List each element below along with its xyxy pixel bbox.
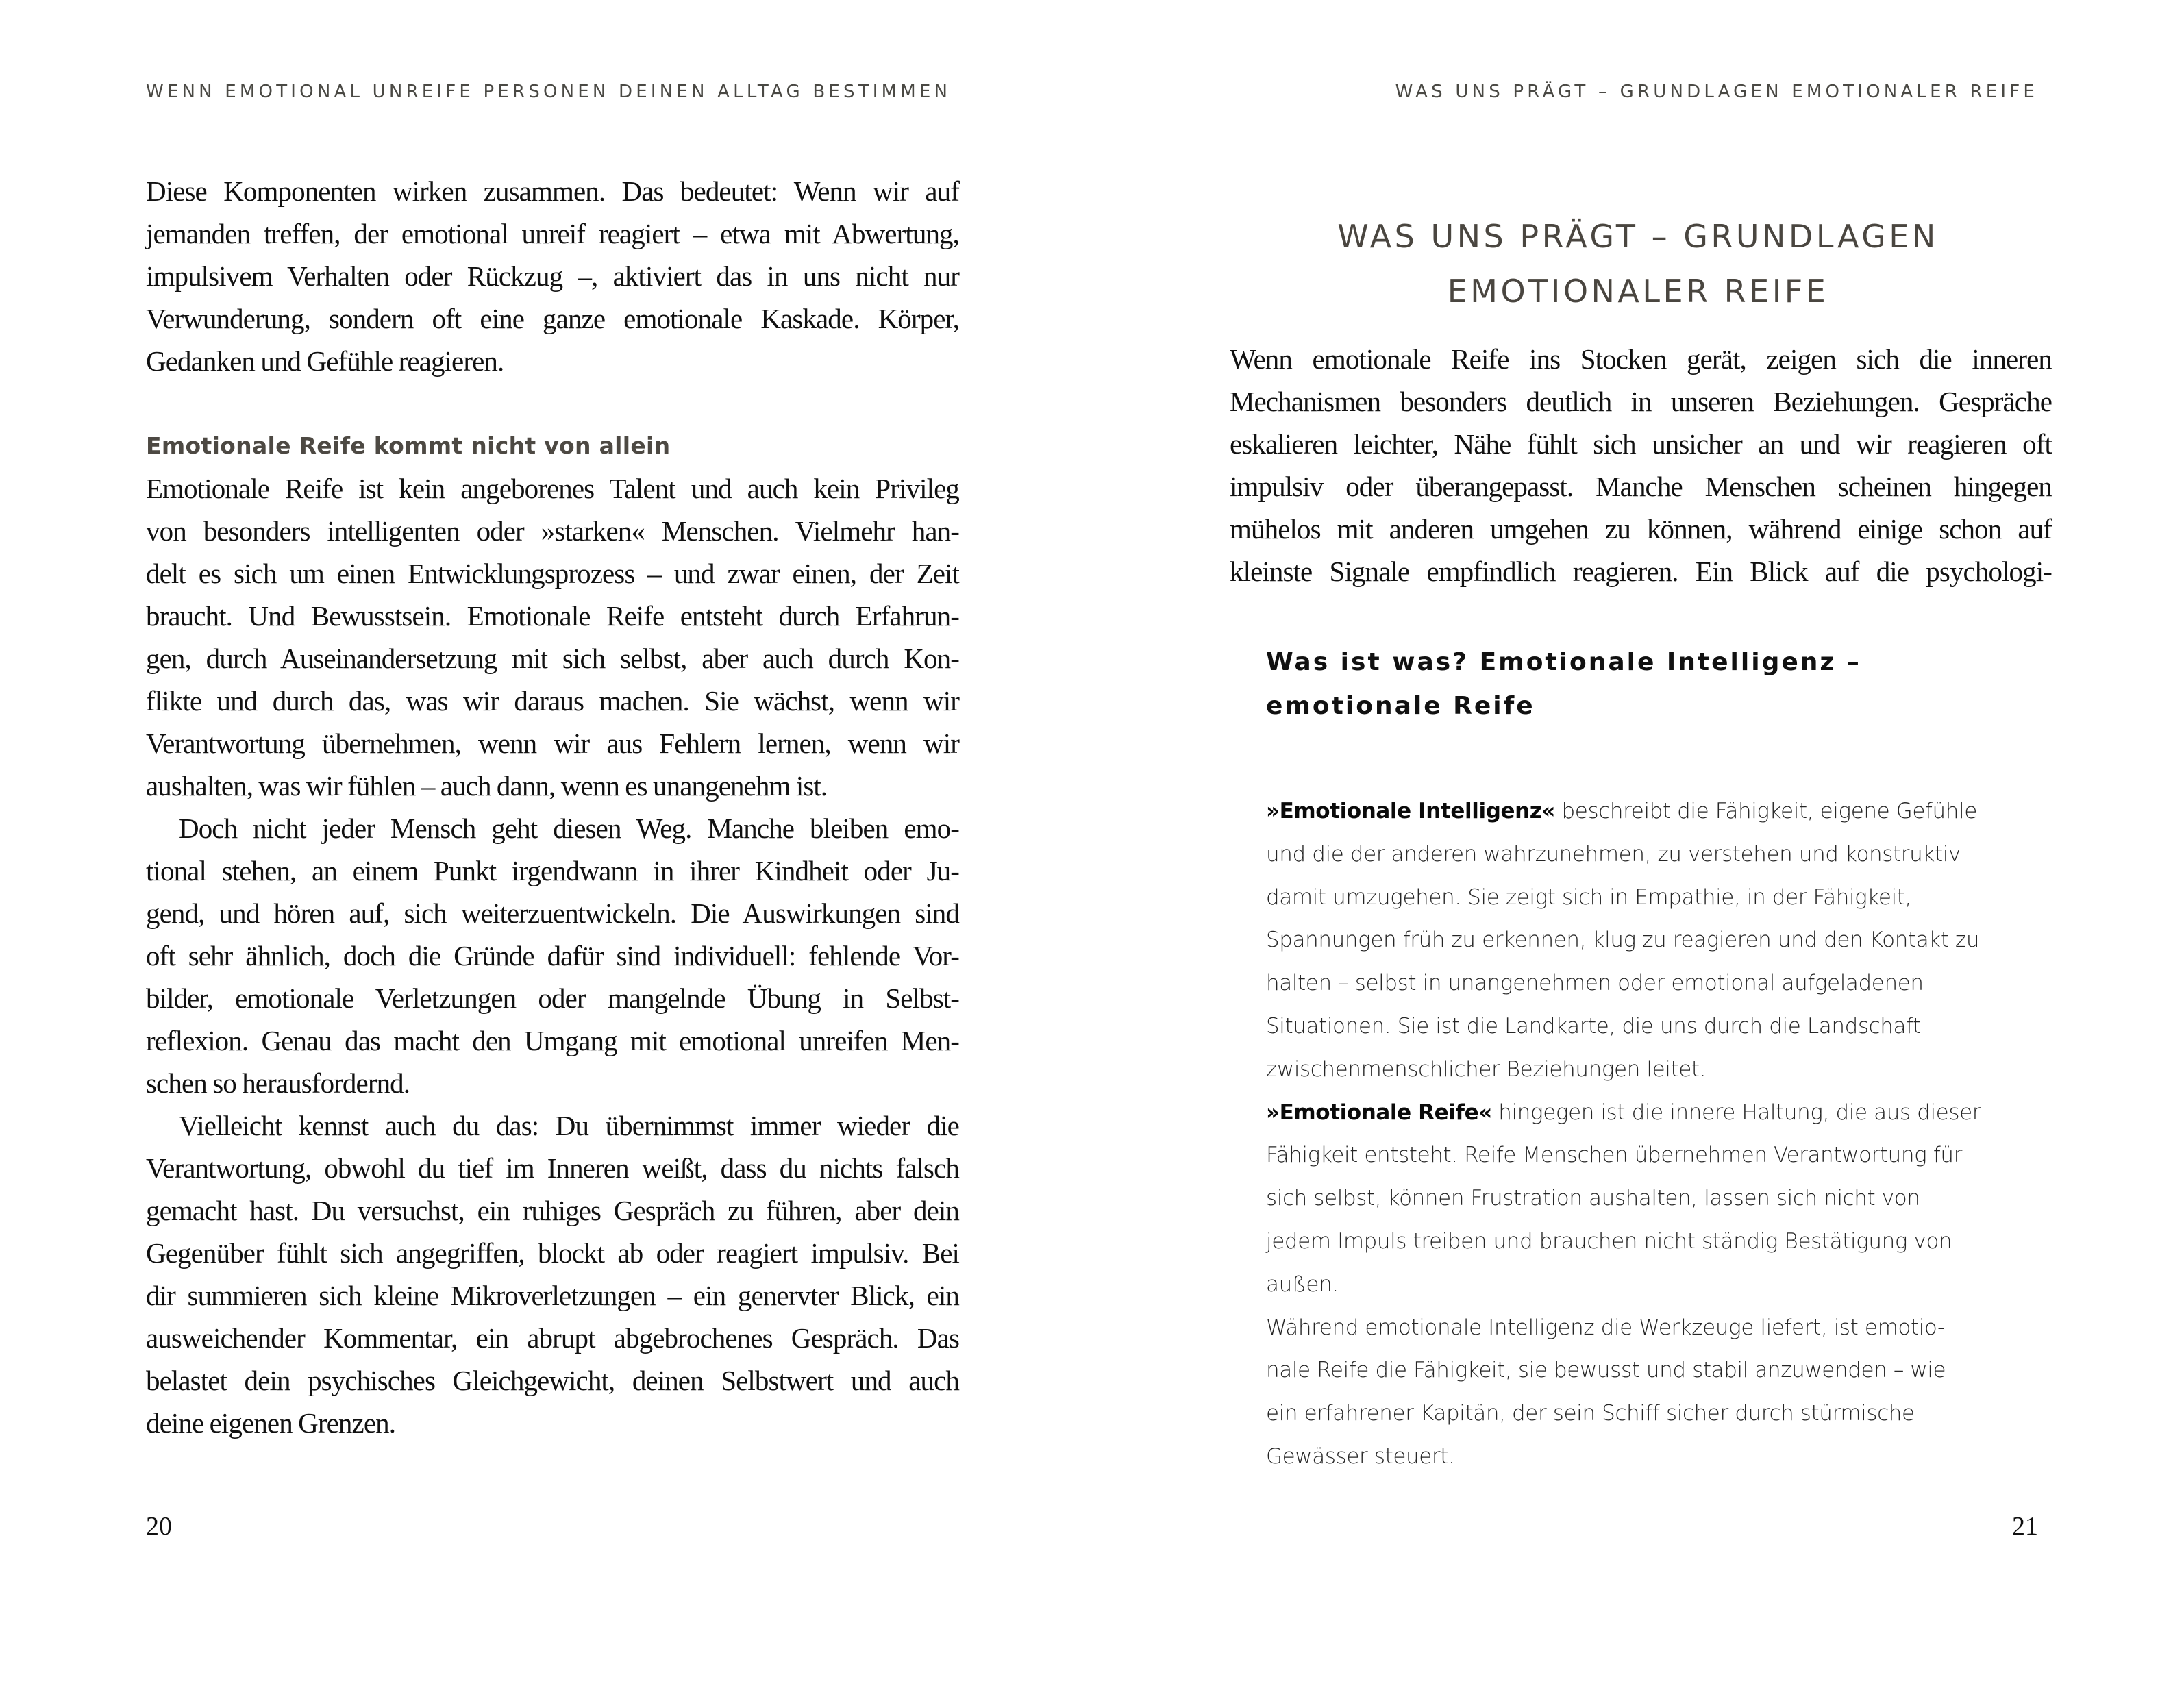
info-box-title [1266,641,2033,728]
info-box [1266,641,2033,1478]
text-line: braucht. Und Bewusstsein. Emotionale Reife entsteht durch Erfahrun- [146,600,959,632]
left-page-body [146,170,959,1444]
text-line: flikte und durch das, was wir daraus machen. Sie wächst, wenn wir [146,685,959,717]
box-text-line [1266,790,2033,833]
box-text-line: und die der anderen wahrzunehmen, zu verstehen und konstruktiv [1266,841,1961,867]
text-line: tional stehen, an einem Punkt irgendwann in ihrer Kindheit oder Ju- [146,855,959,886]
text-line: von besonders intelligenten oder »starken« Menschen. Vielmehr han- [146,515,959,547]
paragraph-3 [146,807,959,1104]
chapter-title-line: WAS UNS PRÄGT – GRUNDLAGEN [1337,218,1939,255]
text-line: Gegenüber fühlt sich angegriffen, blockt ab oder reagiert impulsiv. Bei [146,1237,959,1269]
box-text-line: damit umzugehen. Sie zeigt sich in Empathie, in der Fähigkeit, [1266,884,1911,910]
text-line: ausweichender Kommentar, ein abrupt abgebrochenes Gespräch. Das [146,1322,959,1354]
box-text: beschreibt die Fähigkeit, eigene Gefühle [1555,799,1977,823]
text-line: reflexion. Genau das macht den Umgang mit emotional unreifen Men- [146,1025,959,1056]
term-emotional-intelligence: »Emotionale Intelligenz« [1266,799,1556,823]
term-emotional-maturity: »Emotionale Reife« [1266,1100,1492,1125]
box-text-line: sich selbst, können Frustration aushalten, lassen sich nicht von [1266,1186,1920,1211]
paragraph-1 [146,170,959,382]
box-text-line: nale Reife die Fähigkeit, sie bewusst und stabil anzuwenden – wie [1266,1358,1946,1383]
text-line: Diese Komponenten wirken zusammen. Das bedeutet: Wenn wir auf [146,175,959,207]
text-line: Gedanken und Gefühle reagieren. [146,345,504,377]
text-line: delt es sich um einen Entwicklungsprozess – und zwar einen, der Zeit [146,558,959,589]
box-text-line: Während emotionale Intelligenz die Werkzeuge liefert, ist emotio- [1266,1315,1945,1340]
box-text-line: ein erfahrener Kapitän, der sein Schiff sicher durch stürmische [1266,1401,1915,1426]
box-text-line: außen. [1266,1272,1339,1297]
box-text-line [1266,1091,2033,1134]
info-box-title-line: Was ist was? Emotionale Intelligenz – [1266,648,1861,676]
text-line: Doch nicht jeder Mensch geht diesen Weg. Manche bleiben emo- [179,813,959,844]
running-head-right: WAS UNS PRÄGT – GRUNDLAGEN EMOTIONALER REIFE [1395,82,2038,102]
text-line: aushalten, was wir fühlen – auch dann, wenn es unangenehm ist. [146,770,828,802]
box-text: hingegen ist die innere Haltung, die aus dieser [1491,1100,1981,1125]
text-line: mühelos mit anderen umgehen zu können, während einige schon auf [1230,513,2052,545]
box-text-line: jedem Impuls treiben und brauchen nicht ständig Bestätigung von [1266,1228,1952,1254]
box-text-line: zwischenmenschlicher Beziehungen leitet. [1266,1056,1707,1082]
info-box-body [1266,790,2033,1478]
text-line: jemanden treffen, der emotional unreif reagiert – etwa mit Abwertung, [146,218,959,249]
page-number-left: 20 [146,1512,172,1541]
box-text-line: halten – selbst in unangenehmen oder emotional aufgeladenen [1266,971,1924,996]
text-line: Mechanismen besonders deutlich in unseren Beziehungen. Gespräche [1230,386,2052,417]
text-line: belastet dein psychisches Gleichgewicht, deinen Selbstwert und auch [146,1365,959,1396]
text-line: Vielleicht kennst auch du das: Du übernimmst immer wieder die [179,1110,959,1141]
text-line: bilder, emotionale Verletzungen oder mangelnde Übung in Selbst- [146,982,959,1014]
box-text-line: Spannungen früh zu erkennen, klug zu reagieren und den Kontakt zu [1266,928,1980,953]
text-line: schen so herausfordernd. [146,1067,410,1099]
text-line: gemacht hast. Du versuchst, ein ruhiges Gespräch zu führen, aber dein [146,1195,959,1226]
info-box-title-line: emotionale Reife [1266,692,1535,720]
text-line: Verantwortung, obwohl du tief im Inneren weißt, dass du nichts falsch [146,1152,959,1184]
text-line: Verwunderung, sondern oft eine ganze emotionale Kaskade. Körper, [146,303,959,334]
text-line: oft sehr ähnlich, doch die Gründe dafür sind individuell: fehlende Vor- [146,940,959,971]
section-subheading: Emotionale Reife kommt nicht von allein [146,432,671,459]
text-line: gen, durch Auseinandersetzung mit sich selbst, aber auch durch Kon- [146,643,959,674]
text-line: Emotionale Reife ist kein angeborenes Talent und auch kein Privileg [146,473,959,504]
chapter-title-line: EMOTIONALER REIFE [1447,273,1829,310]
text-line: eskalieren leichter, Nähe fühlt sich unsicher an und wir reagieren oft [1230,428,2052,460]
page-number-right: 21 [2012,1512,2038,1541]
box-text-line: Fähigkeit entsteht. Reife Menschen übernehmen Verantwortung für [1266,1143,1962,1168]
chapter-title [1092,209,2184,319]
text-line: impulsiv oder überangepasst. Manche Menschen scheinen hingegen [1230,471,2052,502]
box-text-line: Situationen. Sie ist die Landkarte, die uns durch die Landschaft [1266,1013,1921,1039]
text-line: Verantwortung übernehmen, wenn wir aus Fehlern lernen, wenn wir [146,728,959,759]
paragraph-4 [146,1104,959,1444]
text-line: dir summieren sich kleine Mikroverletzungen – ein genervter Blick, ein [146,1280,959,1311]
intro-paragraph [1230,338,2052,593]
text-line: gend, und hören auf, sich weiterzuentwickeln. Die Auswirkungen sind [146,897,959,929]
text-line: deine eigenen Grenzen. [146,1407,396,1439]
right-page [1092,0,2184,1699]
paragraph-2 [146,467,959,807]
box-text-line: Gewässer steuert. [1266,1443,1455,1469]
text-line: impulsivem Verhalten oder Rückzug –, aktiviert das in uns nicht nur [146,260,959,292]
text-line: Wenn emotionale Reife ins Stocken gerät, zeigen sich die inneren [1230,343,2052,375]
running-head-left: WENN EMOTIONAL UNREIFE PERSONEN DEINEN ALLTAG BESTIMMEN [146,82,952,102]
text-line: kleinste Signale empfindlich reagieren. Ein Blick auf die psychologi- [1230,556,2052,587]
